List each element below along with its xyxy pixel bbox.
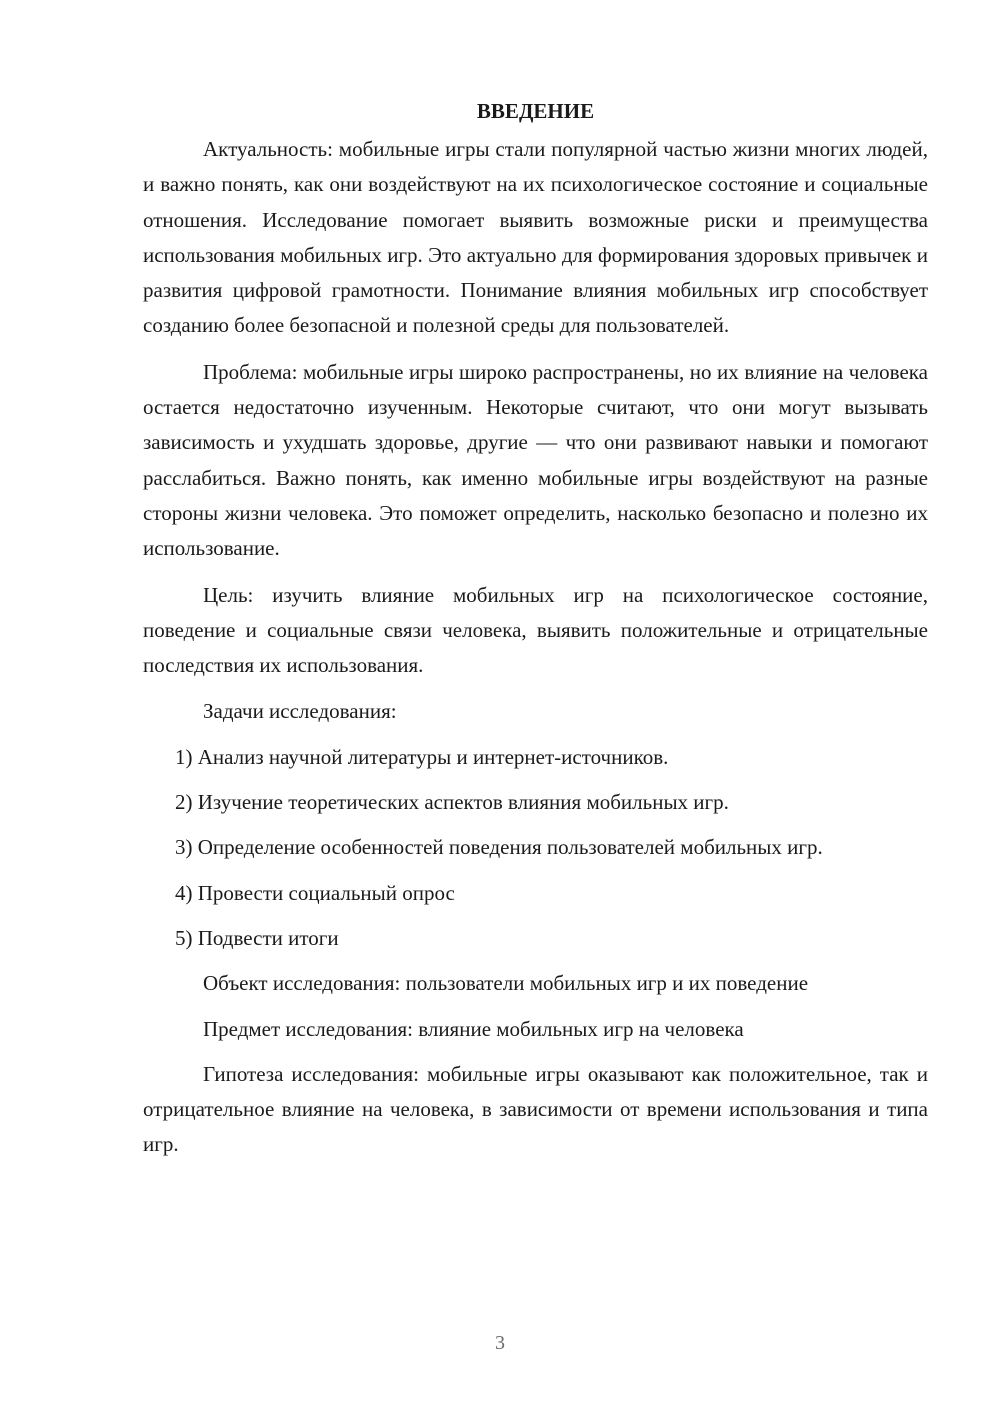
relevance-paragraph: Актуальность: мобильные игры стали популярной частью жизни многих людей, и важно понять, как они воздействуют на их психологическое состояние и социальные отношения. Исследование помогает выявить возможные риски и преимущества использования мобильных игр. Это актуально для формирования здоровых привычек и развития цифровой грамотности. Понимание влияния мобильных игр способствует созданию более безопасной и полезной среды для пользователей. bbox=[143, 137, 928, 338]
problem-paragraph: Проблема: мобильные игры широко распространены, но их влияние на человека остается недостаточно изученным. Некоторые считают, что они могут вызывать зависимость и ухудшать здоровье, другие — что они развивают навыки и помогают расслабиться. Важно понять, как именно мобильные игры воздействуют на разные стороны жизни человека. Это поможет определить, насколько безопасно и полезно их использование. bbox=[143, 359, 928, 561]
page-title: ВВЕДЕНИЕ bbox=[476, 99, 595, 123]
task-item-1: 1) Анализ научной литературы и интернет-источников. bbox=[175, 744, 669, 769]
research-subject: Предмет исследования: влияние мобильных игр на человека bbox=[203, 1016, 744, 1041]
task-item-3: 3) Определение особенностей поведения пользователей мобильных игр. bbox=[175, 835, 823, 860]
document-page bbox=[143, 93, 928, 1174]
task-item-2: 2) Изучение теоретических аспектов влияния мобильных игр. bbox=[175, 790, 729, 815]
task-item-5: 5) Подвести итоги bbox=[175, 925, 339, 950]
tasks-heading: Задачи исследования: bbox=[203, 699, 397, 724]
research-object: Объект исследования: пользователи мобильных игр и их поведение bbox=[203, 971, 809, 996]
task-item-4: 4) Провести социальный опрос bbox=[175, 880, 455, 905]
page-number: 3 bbox=[495, 1332, 505, 1354]
goal-paragraph: Цель: изучить влияние мобильных игр на психологическое состояние, поведение и социальные связи человека, выявить положительные и отрицательные последствия их использования. bbox=[143, 582, 928, 678]
hypothesis-paragraph: Гипотеза исследования: мобильные игры оказывают как положительное, так и отрицательное влияние на человека, в зависимости от времени использования и типа игр. bbox=[143, 1061, 928, 1157]
